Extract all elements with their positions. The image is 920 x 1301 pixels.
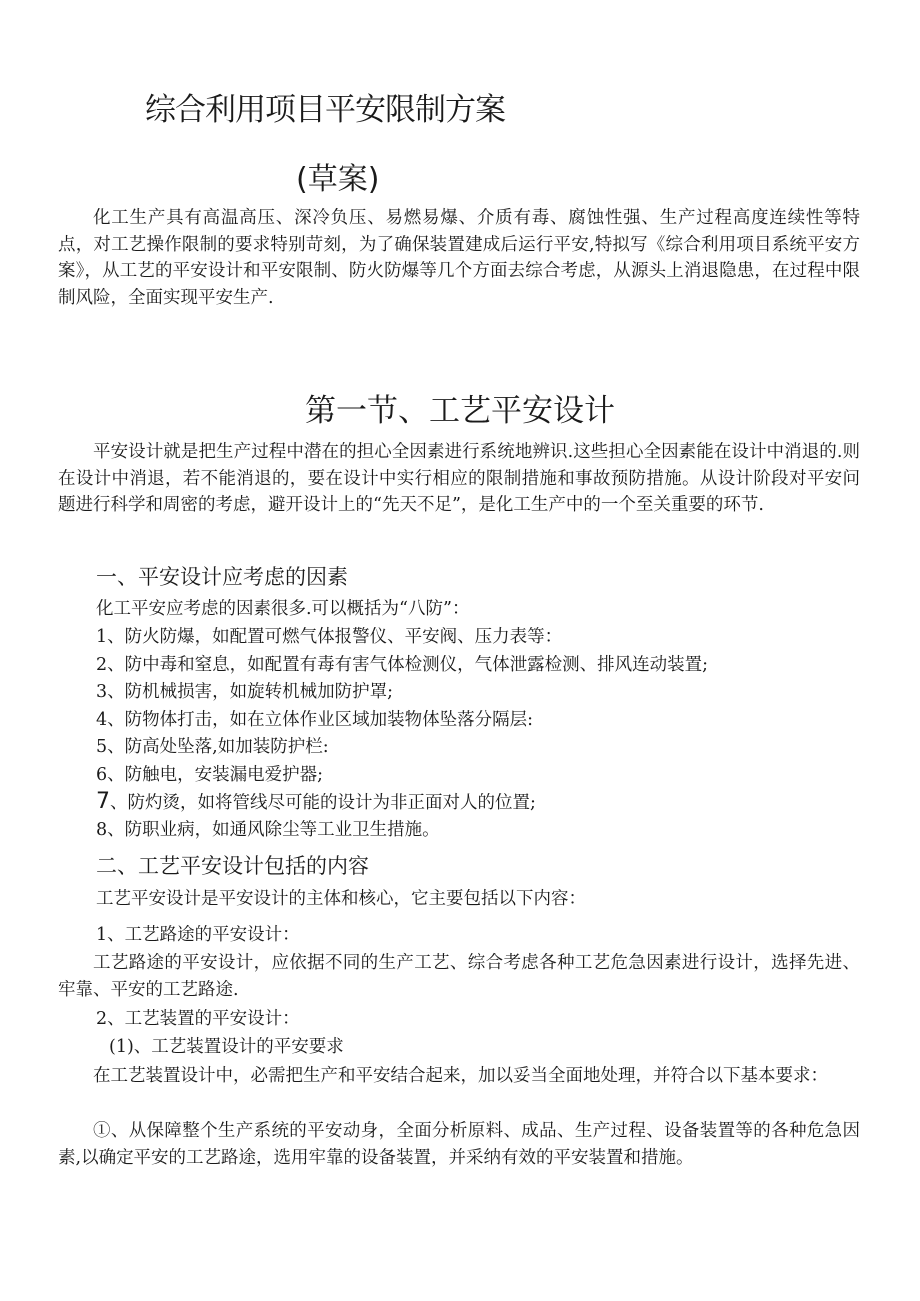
factor-item-number: 7 bbox=[96, 789, 110, 814]
factor-item: 1、防火防爆，如配置可燃气体报警仪、平安阀、压力表等： bbox=[96, 627, 563, 647]
factor-item: 8、防职业病，如通风除尘等工业卫生措施。 bbox=[96, 820, 440, 840]
document-title: 综合利用项目平安限制方案 bbox=[145, 92, 505, 128]
section-title: 第一节、工艺平安设计 bbox=[305, 393, 615, 429]
content-subitem: (1)、工艺装置设计的平安要求 bbox=[109, 1037, 344, 1057]
intro-paragraph: 化工生产具有高温高压、深冷负压、易燃易爆、介质有毒、腐蚀性强、生产过程高度连续性等特点，对工艺操作限制的要求特别苛刻，为了确保装置建成后运行平安,特拟写《综合利用项目系统平安方案》，从工艺的平安设计和平安限制、防火防爆等几个方面去综合考虑，从源头上消退隐患，在过程中限制风险，全面实现平安生产. bbox=[58, 208, 860, 308]
document-subtitle: (草案) bbox=[296, 162, 380, 197]
content-item: 2、工艺装置的平安设计： bbox=[96, 1009, 300, 1029]
factors-lead: 化工平安应考虑的因素很多.可以概括为“八防”： bbox=[96, 599, 470, 619]
subheading-content: 二、工艺平安设计包括的内容 bbox=[96, 854, 369, 878]
factor-item: 2、防中毒和窒息，如配置有毒有害气体检测仪，气体泄露检测、排风连动装置; bbox=[96, 655, 709, 675]
content-paragraph: ①、从保障整个生产系统的平安动身，全面分析原料、成品、生产过程、设备装置等的各种危急因素,以确定平安的工艺路途，选用牢靠的设备装置，并采纳有效的平安装置和措施。 bbox=[58, 1121, 860, 1168]
factor-item: 5、防高处坠落,如加装防护栏: bbox=[96, 737, 329, 757]
content-paragraph: 在工艺装置设计中，必需把生产和平安结合起来，加以妥当全面地处理，并符合以下基本要求： bbox=[93, 1066, 828, 1086]
factor-item: 6、防触电，安装漏电爱护器; bbox=[96, 765, 324, 785]
factor-item: 3、防机械损害，如旋转机械加防护罩; bbox=[96, 682, 394, 702]
section-intro-paragraph: 平安设计就是把生产过程中潜在的担心全因素进行系统地辨识.这些担心全因素能在设计中消退的.则在设计中消退，若不能消退的，要在设计中实行相应的限制措施和事故预防措施。从设计阶段对平安问题进行科学和周密的考虑，避开设计上的“先天不足”，是化工生产中的一个至关重要的环节. bbox=[58, 442, 860, 515]
factor-item bbox=[96, 789, 536, 816]
factor-item: 4、防物体打击，如在立体作业区域加装物体坠落分隔层: bbox=[96, 710, 534, 730]
subheading-factors: 一、平安设计应考虑的因素 bbox=[96, 565, 348, 589]
factor-item-text: 、防灼烫，如将管线尽可能的设计为非正面对人的位置; bbox=[110, 793, 536, 813]
content-paragraph: 工艺路途的平安设计，应依据不同的生产工艺、综合考虑各种工艺危急因素进行设计，选择先进、牢靠、平安的工艺路途. bbox=[58, 953, 860, 1000]
content-lead: 工艺平安设计是平安设计的主体和核心，它主要包括以下内容： bbox=[96, 889, 586, 909]
content-item: 1、工艺路途的平安设计： bbox=[96, 925, 300, 945]
